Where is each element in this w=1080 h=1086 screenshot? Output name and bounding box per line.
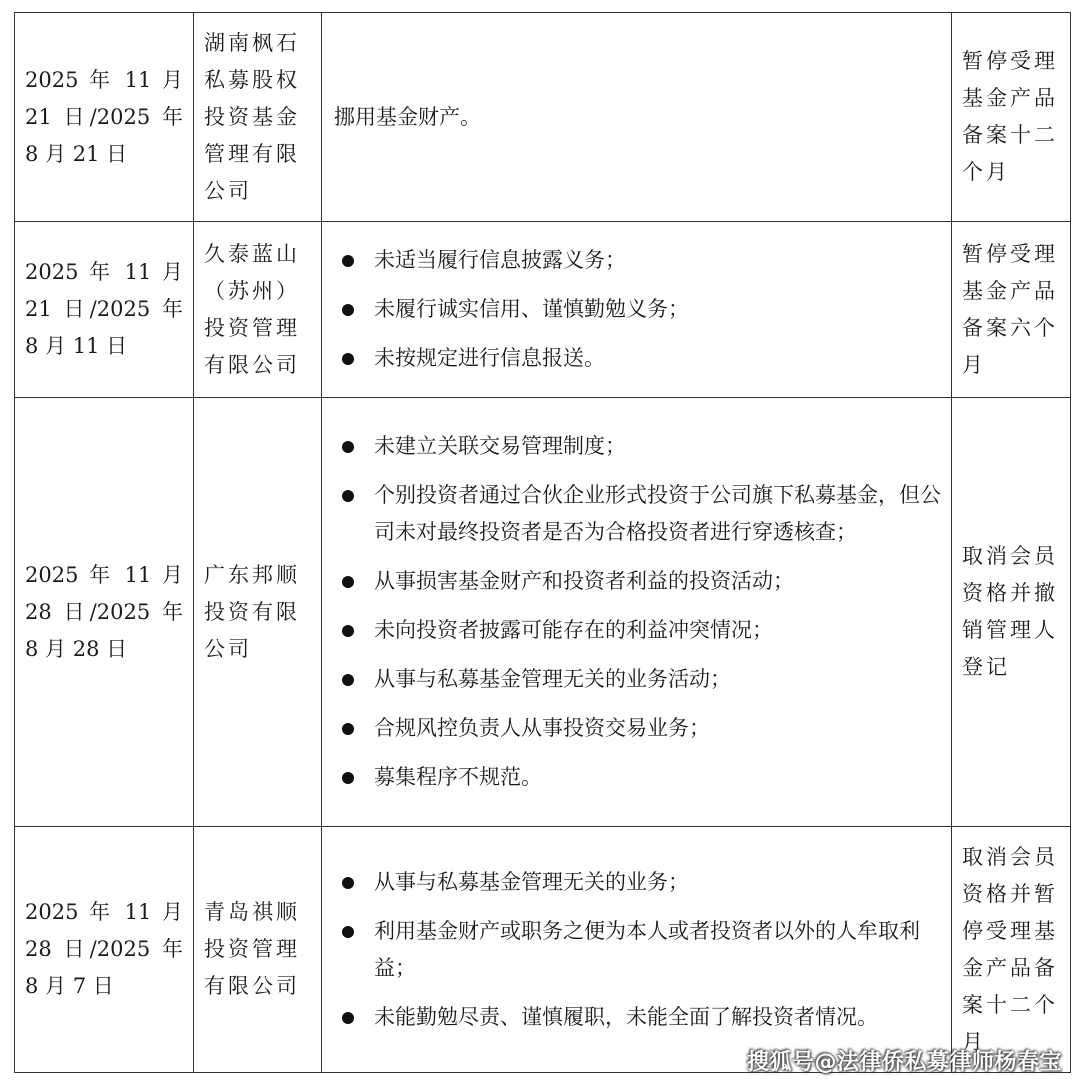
reason-cell [322,13,952,222]
bullet-icon [342,353,354,365]
bullet-icon [342,674,354,686]
bullet-icon [342,877,354,889]
reason-item: 未适当履行信息披露义务； [332,242,941,279]
table-row [15,398,1071,827]
table-row [15,222,1071,398]
reason-item: 未向投资者披露可能存在的利益冲突情况； [332,612,941,649]
reason-list [332,242,941,377]
reason-item: 未按规定进行信息报送。 [332,340,941,377]
measure-cell: 取消会员资格并暂停受理基金产品备案十二个月 [952,827,1071,1073]
bullet-icon [342,723,354,735]
institution-cell: 青岛祺顺投资管理有限公司 [194,827,322,1073]
measure-cell: 暂停受理基金产品备案十二个月 [952,13,1071,222]
reason-cell [322,398,952,827]
bullet-icon [342,926,354,938]
reason-item: 未能勤勉尽责、谨慎履职，未能全面了解投资者情况。 [332,999,941,1036]
reason-item: 个别投资者通过合伙企业形式投资于公司旗下私募基金，但公司未对最终投资者是否为合格投资者进行穿透核查； [332,477,941,551]
table-row [15,827,1071,1073]
reason-cell [322,222,952,398]
reason-item: 从事与私募基金管理无关的业务活动； [332,661,941,698]
date-cell: 2025 年 11 月 21 日/2025 年 8 月 21 日 [15,13,194,222]
date-cell: 2025 年 11 月 28 日/2025 年 8 月 7 日 [15,827,194,1073]
bullet-icon [342,441,354,453]
institution-cell: 久泰蓝山（苏州）投资管理有限公司 [194,222,322,398]
institution-cell: 广东邦顺投资有限公司 [194,398,322,827]
reason-item: 募集程序不规范。 [332,759,941,796]
bullet-icon [342,576,354,588]
reason-list [332,864,941,1036]
disciplinary-records-table [14,12,1071,1073]
reason-item: 未建立关联交易管理制度； [332,428,941,465]
date-cell: 2025 年 11 月 28 日/2025 年 8 月 28 日 [15,398,194,827]
source-watermark: 搜狐号@法律侨私募律师杨春宝 [746,1050,1062,1075]
measure-cell: 取消会员资格并撤销管理人登记 [952,398,1071,827]
reason-cell [322,827,952,1073]
institution-cell: 湖南枫石私募股权投资基金管理有限公司 [194,13,322,222]
date-cell: 2025 年 11 月 21 日/2025 年 8 月 11 日 [15,222,194,398]
reason-item: 合规风控负责人从事投资交易业务； [332,710,941,747]
reason-item: 利用基金财产或职务之便为本人或者投资者以外的人牟取利益； [332,913,941,987]
bullet-icon [342,1012,354,1024]
bullet-icon [342,772,354,784]
reason-item: 从事损害基金财产和投资者利益的投资活动； [332,563,941,600]
measure-cell: 暂停受理基金产品备案六个月 [952,222,1071,398]
reason-item: 从事与私募基金管理无关的业务； [332,864,941,901]
table-row [15,13,1071,222]
bullet-icon [342,490,354,502]
bullet-icon [342,304,354,316]
reason-item: 未履行诚实信用、谨慎勤勉义务； [332,291,941,328]
reason-text: 挪用基金财产。 [334,104,481,129]
bullet-icon [342,255,354,267]
reason-list [332,428,941,796]
bullet-icon [342,625,354,637]
